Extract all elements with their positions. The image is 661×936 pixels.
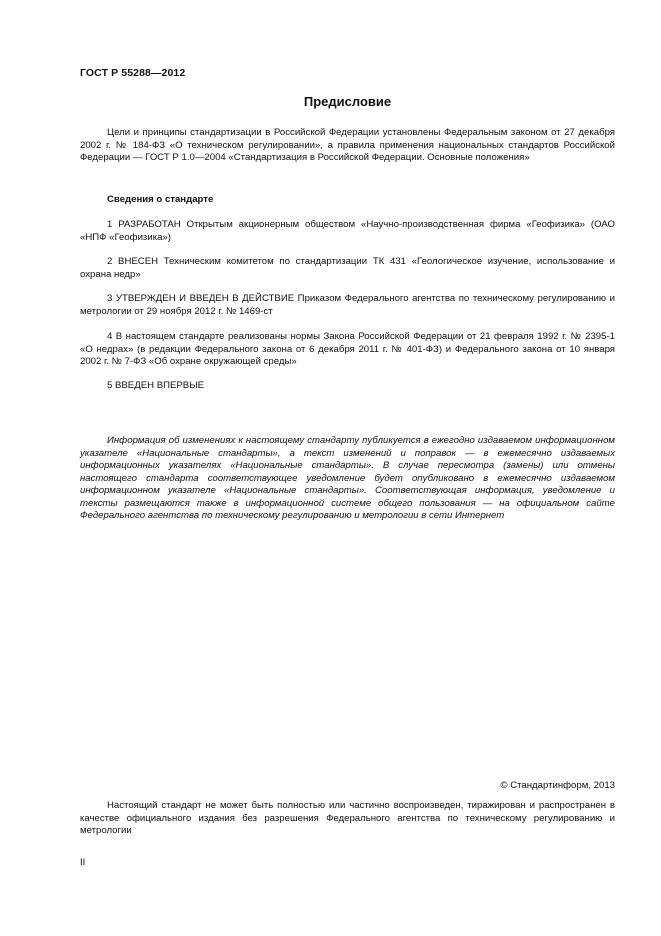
- item-1-developed: 1 РАЗРАБОТАН Открытым акционерным обществом «Научно-производственная фирма «Геофизика» (ОАО «НПФ «Геофизика»): [80, 219, 615, 243]
- changes-info-paragraph: Информация об изменениях к настоящему стандарту публикуется в ежегодно издаваемом информационном указателе «Национальные стандарты», а текст изменений и поправок — в ежемесячно издаваемых информационных указателях «Национальные стандарты». В случае пересмотра (замены) или отмены настоящего стандарта соответствующее уведомление будет опубликовано в ежемесячно издаваемом информационном указателе «Национальные стандарты». Соответствующая информация, уведомление и тексты размещаются также в информационной системе общего пользования — на официальном сайте Федерального агентства по техническому регулированию и метрологии в сети Интернет: [80, 435, 615, 521]
- copyright: © Стандартинформ, 2013: [500, 780, 615, 791]
- item-3-approved: 3 УТВЕРЖДЕН И ВВЕДЕН В ДЕЙСТВИЕ Приказом Федерального агентства по техническому регулированию и метрологии от 29 ноября 2012 г. № 1469-ст: [80, 293, 615, 317]
- goals-paragraph: Цели и принципы стандартизации в Российской Федерации установлены Федеральным законом от 27 декабря 2002 г. № 184-ФЗ «О техническом регулировании», а правила применения национальных стандартов Российской Федерации — ГОСТ Р 1.0—2004 «Стандартизация в Российской Федерации. Основные положения»: [80, 127, 615, 163]
- page-title: Предисловие: [303, 94, 392, 109]
- item-5-first-time: 5 ВВЕДЕН ВПЕРВЫЕ: [107, 380, 205, 391]
- reproduction-notice: Настоящий стандарт не может быть полностью или частично воспроизведен, тиражирован и распространен в качестве официального издания без разрешения Федерального агентства по техническому регулированию и метрологии: [80, 800, 615, 836]
- item-2-introduced: 2 ВНЕСЕН Техническим комитетом по стандартизации ТК 431 «Геологическое изучение, использование и охрана недр»: [80, 256, 615, 280]
- item-4-norms: 4 В настоящем стандарте реализованы нормы Закона Российской Федерации от 21 февраля 1992 г. № 2395-1 «О недрах» (в редакции Федерального закона от 6 декабря 2011 г. № 401-ФЗ) и Федерального закона от 10 января 2002 г. № 7-ФЗ «Об охране окружающей среды»: [80, 331, 615, 367]
- info-heading: Сведения о стандарте: [107, 194, 214, 205]
- page-number: II: [80, 857, 86, 868]
- standard-code-header: ГОСТ Р 55288—2012: [80, 67, 186, 79]
